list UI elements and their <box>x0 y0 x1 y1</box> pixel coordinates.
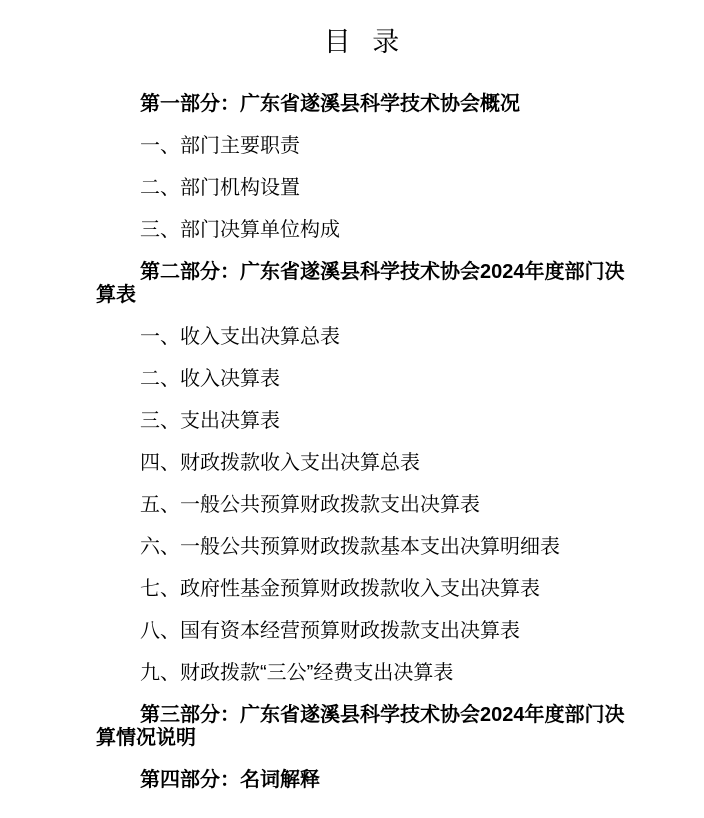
toc-item: 三、部门决算单位构成 <box>140 219 340 241</box>
toc-part-1-heading: 第一部分：广东省遂溪县科学技术协会概况 <box>140 93 520 115</box>
toc-item: 三、支出决算表 <box>140 410 280 432</box>
toc-item: 六、一般公共预算财政拨款基本支出决算明细表 <box>140 536 560 558</box>
toc-item: 一、部门主要职责 <box>140 135 300 157</box>
toc-part-2-heading: 第二部分：广东省遂溪县科学技术协会2024年度部门决算表 <box>96 261 625 306</box>
toc-item: 二、部门机构设置 <box>140 177 300 199</box>
toc-item: 一、收入支出决算总表 <box>140 326 340 348</box>
toc-part-3-heading: 第三部分：广东省遂溪县科学技术协会2024年度部门决算情况说明 <box>96 704 625 749</box>
page-title: 目 录 <box>323 27 401 57</box>
toc-item: 四、财政拨款收入支出决算总表 <box>140 452 420 474</box>
toc-item: 二、收入决算表 <box>140 368 280 390</box>
toc-item: 九、财政拨款“三公”经费支出决算表 <box>140 662 454 684</box>
toc-list <box>96 93 628 792</box>
toc-item: 五、一般公共预算财政拨款支出决算表 <box>140 494 480 516</box>
toc-item: 八、国有资本经营预算财政拨款支出决算表 <box>140 620 520 642</box>
toc-item: 七、政府性基金预算财政拨款收入支出决算表 <box>140 578 540 600</box>
toc-part-4-heading: 第四部分：名词解释 <box>140 769 320 791</box>
